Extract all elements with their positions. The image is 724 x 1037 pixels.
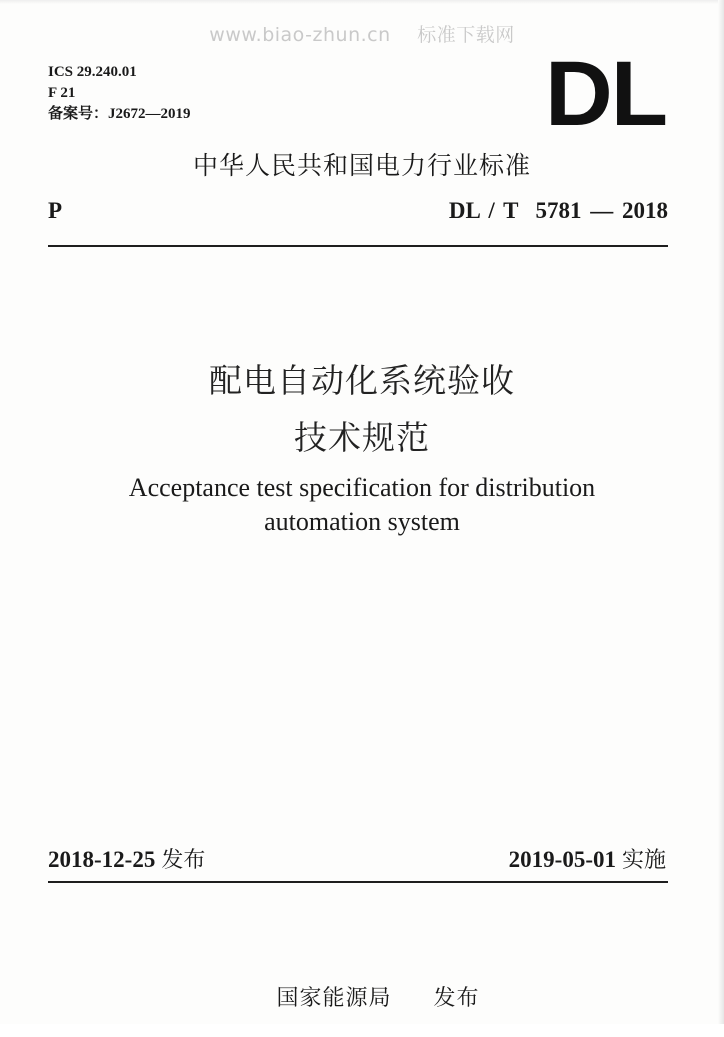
issue-date-block	[48, 843, 205, 874]
title-english-line-1: Acceptance test specification for distribution	[128, 473, 596, 502]
dl-logo: DL	[545, 43, 667, 145]
ics-code: ICS 29.240.01	[48, 64, 137, 80]
implementation-date: 2019-05-01	[508, 847, 616, 872]
watermark-label: 标准下载网	[417, 24, 515, 46]
top-divider	[48, 245, 668, 247]
title-chinese-line-1: 配电自动化系统验收	[209, 361, 515, 400]
watermark-site: www.biao-zhun.cn	[209, 24, 391, 46]
implementation-label: 实施	[621, 848, 666, 873]
publisher-line	[0, 956, 724, 1037]
issue-date: 2018-12-25	[48, 847, 156, 872]
implementation-date-block	[509, 843, 666, 874]
industry-standard-heading: 中华人民共和国电力行业标准	[192, 151, 531, 180]
classification-block	[48, 62, 191, 125]
bottom-divider	[48, 881, 668, 883]
ccs-code: F 21	[48, 85, 76, 101]
scan-edge-top	[0, 0, 724, 4]
issue-label: 发布	[161, 848, 206, 873]
title-english-line-2: automation system	[264, 507, 460, 536]
filing-number: 备案号：J2672—2019	[48, 106, 191, 122]
publisher-name: 国家能源局	[276, 986, 392, 1011]
publisher-action: 发布	[433, 986, 480, 1011]
standard-number: DL / T 5781 — 2018	[448, 198, 668, 223]
title-chinese-line-2: 技术规范	[294, 418, 430, 457]
category-code: P	[48, 198, 63, 223]
